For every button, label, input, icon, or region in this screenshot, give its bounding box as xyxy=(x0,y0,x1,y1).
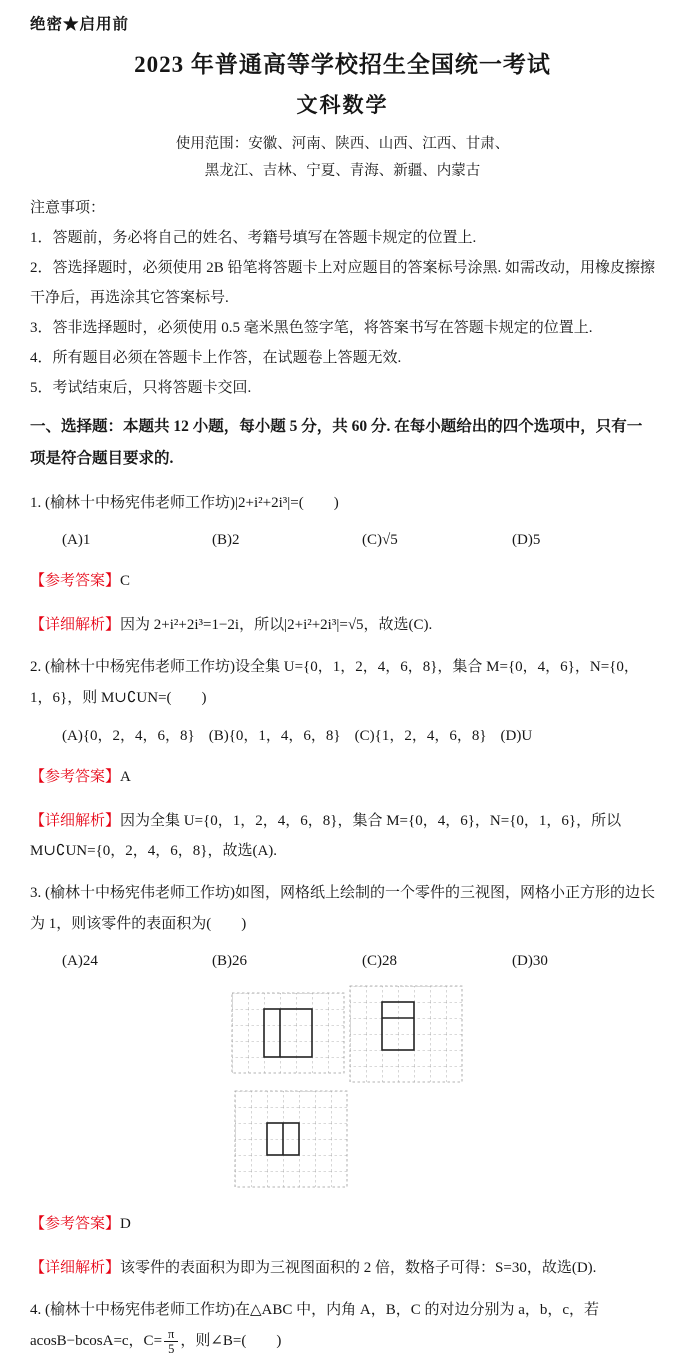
section-heading-choice: 一、选择题：本题共 12 小题，每小题 5 分，共 60 分. 在每小题给出的四个选项中，只有一项是符合题目要求的. xyxy=(30,417,643,468)
option-c: (C)28 xyxy=(362,953,397,970)
usage-scope xyxy=(30,131,655,185)
answer-value: C xyxy=(120,573,131,590)
answer-value: D xyxy=(120,1216,131,1233)
side-view-grid xyxy=(350,986,462,1082)
front-view-grid xyxy=(232,993,344,1073)
question-2-answer xyxy=(30,762,655,792)
analysis-text: 因为全集 U={0，1，2，4，6，8}，集合 M={0，4，6}，N={0，1，6}，所以 M∪∁UN={0，2，4，6，8}，故选(A). xyxy=(30,812,622,859)
exam-subject: 文科数学 xyxy=(296,93,389,117)
option-b: (B){0，1，4，6，8} xyxy=(208,727,341,744)
option-d: (D)5 xyxy=(512,532,541,549)
option-b: (B)26 xyxy=(212,953,247,970)
question-2 xyxy=(30,652,655,866)
notice-item-1: 1．答题前，务必将自己的姓名、考籍号填写在答题卡规定的位置上. xyxy=(30,229,477,246)
answer-label: 【参考答案】 xyxy=(30,1216,121,1233)
analysis-label: 【详细解析】 xyxy=(30,617,121,634)
usage-scope-line1: 使用范围：安徽、河南、陕西、山西、江西、甘肃、 xyxy=(175,136,510,152)
option-a: (A)24 xyxy=(62,953,98,970)
analysis-label: 【详细解析】 xyxy=(30,812,121,829)
option-d: (D)30 xyxy=(512,953,548,970)
question-1-options xyxy=(30,528,655,552)
stem-text-after: ，则∠B=( ) xyxy=(180,1333,282,1350)
notice-heading: 注意事项： xyxy=(30,199,106,216)
exam-title: 2023 年普通高等学校招生全国统一考试 xyxy=(134,52,551,77)
question-3 xyxy=(30,878,655,1284)
question-3-options xyxy=(30,949,655,973)
analysis-label: 【详细解析】 xyxy=(30,1260,121,1277)
question-3-answer xyxy=(30,1209,655,1239)
question-1-stem: 1. (榆林十中杨宪伟老师工作坊)|2+i²+2i³|=( ) xyxy=(30,494,339,511)
top-view-grid xyxy=(235,1091,347,1187)
question-3-analysis xyxy=(30,1253,655,1283)
question-2-options xyxy=(30,724,655,748)
question-1-answer xyxy=(30,566,655,596)
question-3-stem: 3. (榆林十中杨宪伟老师工作坊)如图，网格纸上绘制的一个零件的三视图，网格小正方形的边长为 1，则该零件的表面积为( ) xyxy=(30,884,655,932)
option-a: (A)1 xyxy=(62,532,91,549)
question-2-analysis xyxy=(30,806,655,866)
secret-label: 绝密★启用前 xyxy=(30,16,130,33)
notice-item-2: 2．答选择题时，必须使用 2B 铅笔将答题卡上对应题目的答案标号涂黑. 如需改动，用橡皮擦擦干净后，再选涂其它答案标号. xyxy=(30,259,656,306)
question-1 xyxy=(30,488,655,641)
notice-section xyxy=(30,193,655,403)
answer-label: 【参考答案】 xyxy=(30,768,121,785)
answer-value: A xyxy=(120,768,131,785)
fraction-pi-over-5 xyxy=(164,1327,178,1357)
option-d: (D)U xyxy=(500,727,533,744)
fraction-numerator: π xyxy=(164,1327,178,1342)
question-4 xyxy=(30,1295,655,1357)
option-a: (A){0，2，4，6，8} xyxy=(62,727,195,744)
notice-item-4: 4．所有题目必须在答题卡上作答，在试题卷上答题无效. xyxy=(30,349,402,366)
answer-label: 【参考答案】 xyxy=(30,573,121,590)
notice-item-3: 3．答非选择题时，必须使用 0.5 毫米黑色签字笔，将答案书写在答题卡规定的位置上. xyxy=(30,319,593,336)
option-c: (C){1，2，4，6，8} xyxy=(354,727,487,744)
three-view-svg xyxy=(30,983,655,1195)
three-view-diagram xyxy=(30,983,655,1195)
usage-scope-line2: 黑龙江、吉林、宁夏、青海、新疆、内蒙古 xyxy=(204,162,481,179)
fraction-denominator: 5 xyxy=(168,1342,175,1357)
question-1-analysis xyxy=(30,610,655,640)
analysis-text: 因为 2+i²+2i³=1−2i，所以|2+i²+2i³|=√5，故选(C). xyxy=(120,617,433,634)
question-4-stem xyxy=(30,1295,655,1357)
question-2-stem: 2. (榆林十中杨宪伟老师工作坊)设全集 U={0，1，2，4，6，8}，集合 M={0，4，6}，N={0，1，6}，则 M∪∁UN=( ) xyxy=(30,659,639,707)
option-b: (B)2 xyxy=(212,532,240,549)
option-c: (C)√5 xyxy=(362,532,398,549)
notice-item-5: 5．考试结束后，只将答题卡交回. xyxy=(30,379,252,396)
stem-text-before: 4. (榆林十中杨宪伟老师工作坊)在△ABC 中，内角 A，B，C 的对边分别为 a，b，c，若 acosB−bcosA=c，C= xyxy=(30,1302,600,1350)
analysis-text: 该零件的表面积为即为三视图面积的 2 倍，数格子可得：S=30，故选(D). xyxy=(120,1260,597,1277)
